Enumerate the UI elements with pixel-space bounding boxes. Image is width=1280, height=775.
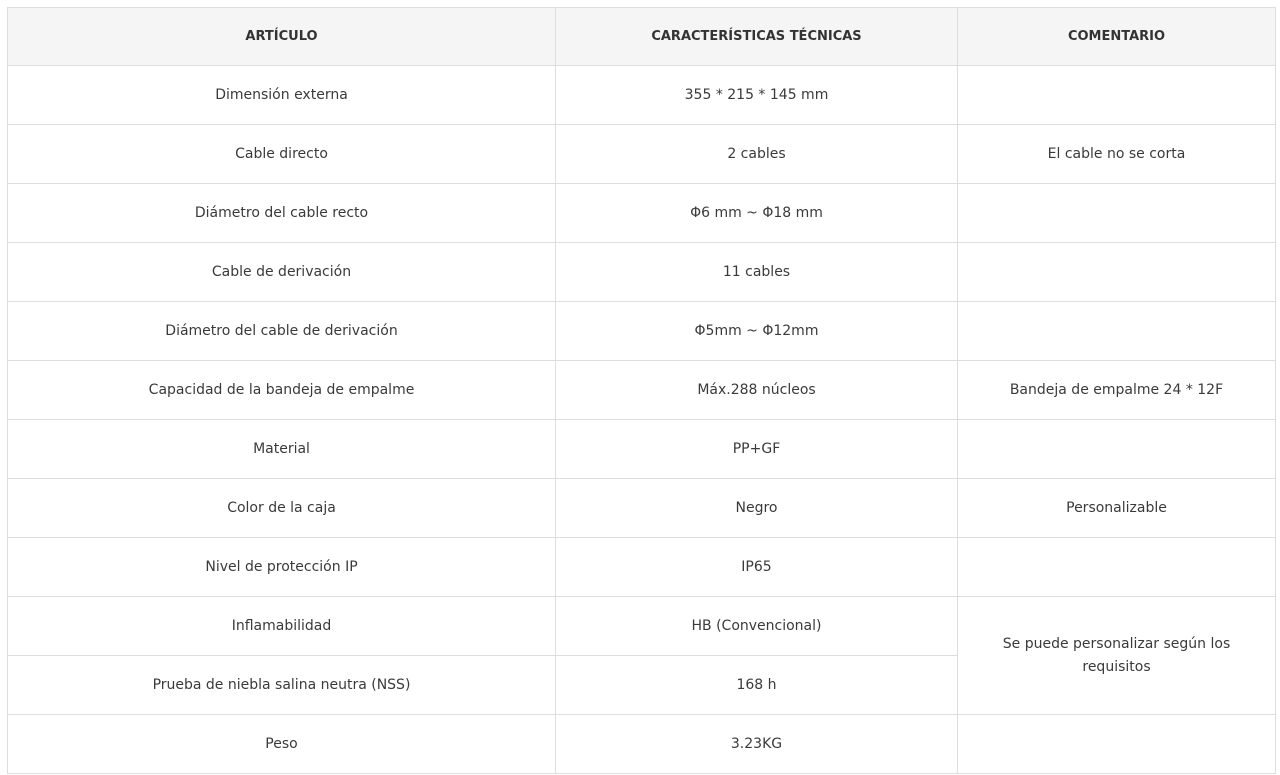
table-row bbox=[8, 302, 1276, 361]
table-row bbox=[8, 538, 1276, 597]
cell-comentario: Bandeja de empalme 24 * 12F bbox=[958, 361, 1276, 420]
cell-caracteristica: 2 cables bbox=[556, 125, 958, 184]
table-row bbox=[8, 243, 1276, 302]
cell-comentario: El cable no se corta bbox=[958, 125, 1276, 184]
spec-table bbox=[7, 7, 1276, 774]
cell-comentario bbox=[958, 184, 1276, 243]
table-body bbox=[8, 66, 1276, 774]
table-row bbox=[8, 479, 1276, 538]
cell-articulo: Material bbox=[8, 420, 556, 479]
cell-articulo: Capacidad de la bandeja de empalme bbox=[8, 361, 556, 420]
cell-comentario bbox=[958, 420, 1276, 479]
table-row bbox=[8, 715, 1276, 774]
table-row bbox=[8, 361, 1276, 420]
cell-articulo: Cable de derivación bbox=[8, 243, 556, 302]
cell-caracteristica: Φ6 mm ~ Φ18 mm bbox=[556, 184, 958, 243]
header-row bbox=[8, 8, 1276, 66]
table-row bbox=[8, 66, 1276, 125]
cell-caracteristica: IP65 bbox=[556, 538, 958, 597]
cell-caracteristica: 11 cables bbox=[556, 243, 958, 302]
table-row bbox=[8, 597, 1276, 656]
cell-caracteristica: Φ5mm ~ Φ12mm bbox=[556, 302, 958, 361]
cell-articulo: Diámetro del cable de derivación bbox=[8, 302, 556, 361]
cell-comentario bbox=[958, 66, 1276, 125]
cell-articulo: Nivel de protección IP bbox=[8, 538, 556, 597]
cell-caracteristica: Máx.288 núcleos bbox=[556, 361, 958, 420]
table-row bbox=[8, 125, 1276, 184]
cell-articulo: Cable directo bbox=[8, 125, 556, 184]
cell-caracteristica: 168 h bbox=[556, 656, 958, 715]
cell-comentario bbox=[958, 243, 1276, 302]
cell-comentario-merged: Se puede personalizar según los requisitos bbox=[958, 597, 1276, 715]
cell-articulo: Diámetro del cable recto bbox=[8, 184, 556, 243]
cell-comentario: Personalizable bbox=[958, 479, 1276, 538]
cell-articulo: Inflamabilidad bbox=[8, 597, 556, 656]
cell-caracteristica: 3.23KG bbox=[556, 715, 958, 774]
table-row bbox=[8, 420, 1276, 479]
header-comentario: COMENTARIO bbox=[958, 8, 1276, 66]
table-header bbox=[8, 8, 1276, 66]
cell-caracteristica: 355 * 215 * 145 mm bbox=[556, 66, 958, 125]
header-articulo: ARTÍCULO bbox=[8, 8, 556, 66]
cell-articulo: Prueba de niebla salina neutra (NSS) bbox=[8, 656, 556, 715]
cell-caracteristica: HB (Convencional) bbox=[556, 597, 958, 656]
cell-articulo: Dimensión externa bbox=[8, 66, 556, 125]
cell-articulo: Color de la caja bbox=[8, 479, 556, 538]
header-caracteristicas: CARACTERÍSTICAS TÉCNICAS bbox=[556, 8, 958, 66]
cell-comentario bbox=[958, 302, 1276, 361]
table-row bbox=[8, 184, 1276, 243]
cell-caracteristica: PP+GF bbox=[556, 420, 958, 479]
cell-articulo: Peso bbox=[8, 715, 556, 774]
cell-comentario bbox=[958, 715, 1276, 774]
cell-comentario bbox=[958, 538, 1276, 597]
cell-caracteristica: Negro bbox=[556, 479, 958, 538]
